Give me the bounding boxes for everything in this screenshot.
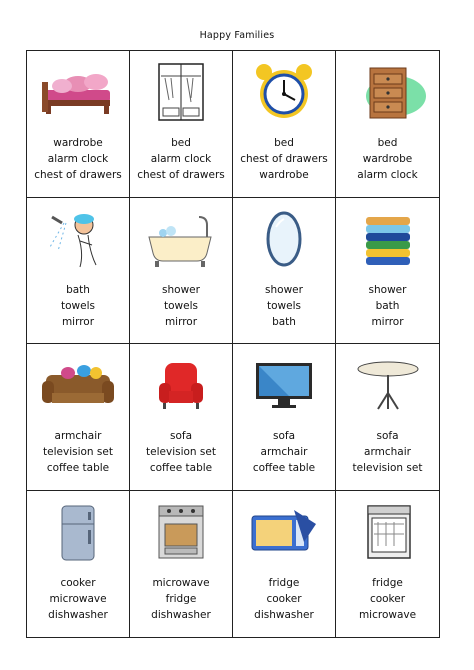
card-word-list	[27, 428, 129, 476]
chest-of-drawers-icon	[336, 59, 439, 125]
card-microwave	[233, 491, 336, 638]
card-word: coffee table	[149, 462, 213, 474]
card-word-list	[336, 135, 439, 183]
card-word-list	[336, 282, 439, 330]
card-word: coffee table	[252, 462, 316, 474]
card-word-list	[336, 428, 439, 476]
card-word: bed	[274, 137, 294, 149]
card-word: cooker	[266, 592, 302, 605]
card-word: alarm clock	[150, 153, 212, 165]
card-word: towels	[164, 299, 198, 312]
microwave-icon	[233, 499, 335, 565]
card-cooker	[130, 491, 233, 638]
card-word: fridge	[165, 592, 197, 605]
card-word: microwave	[152, 576, 210, 589]
dishwasher-icon	[336, 499, 439, 565]
page-title: Happy Families	[199, 30, 275, 41]
card-word: wardrobe	[362, 153, 413, 165]
coffee-table-icon	[336, 352, 439, 418]
card-word: chest of drawers	[137, 169, 225, 181]
card-word: towels	[61, 299, 95, 312]
card-word-list	[233, 575, 335, 623]
television-icon	[233, 352, 335, 418]
card-word: chest of drawers	[34, 169, 122, 181]
card-word: television set	[352, 462, 423, 474]
card-armchair	[130, 344, 233, 491]
card-word-list	[27, 135, 129, 183]
card-word: wardrobe	[53, 137, 103, 149]
card-wardrobe	[130, 51, 233, 198]
card-word-list	[27, 282, 129, 330]
cooker-icon	[130, 499, 232, 565]
card-word-list	[130, 575, 232, 623]
card-fridge	[27, 491, 130, 638]
card-word-list	[130, 428, 232, 476]
alarm-clock-icon	[233, 59, 335, 125]
fridge-icon	[27, 499, 129, 565]
card-word-list	[233, 428, 335, 476]
card-word: dishwasher	[48, 608, 108, 621]
card-word: coffee table	[46, 462, 110, 474]
card-word: armchair	[260, 446, 308, 458]
card-word: dishwasher	[254, 608, 314, 621]
card-word-list	[130, 282, 232, 330]
card-word: bed	[377, 137, 398, 149]
card-word: sofa	[376, 430, 399, 442]
card-chest-of-drawers	[336, 51, 439, 198]
bath-icon	[130, 206, 232, 272]
bed-icon	[27, 59, 129, 125]
card-word: bath	[272, 315, 296, 328]
armchair-icon	[130, 352, 232, 418]
shower-icon	[27, 206, 129, 272]
card-word-list	[233, 282, 335, 330]
card-shower	[27, 198, 130, 345]
card-coffee-table	[336, 344, 439, 491]
card-word-list	[233, 135, 335, 183]
card-word-list	[130, 135, 232, 183]
card-word: bed	[171, 137, 191, 149]
card-word: mirror	[371, 315, 404, 328]
card-word: sofa	[272, 430, 296, 442]
card-word: chest of drawers	[240, 153, 328, 165]
card-word: towels	[267, 299, 301, 312]
card-word: shower	[368, 283, 407, 296]
card-word: alarm clock	[357, 169, 418, 181]
card-word-list	[336, 575, 439, 623]
card-sofa	[27, 344, 130, 491]
card-word: fridge	[268, 576, 300, 589]
card-word: television set	[43, 446, 113, 458]
card-word: armchair	[364, 446, 411, 458]
card-word: microwave	[49, 592, 107, 605]
towels-icon	[336, 206, 439, 272]
card-word: mirror	[164, 315, 198, 328]
card-word: television set	[146, 446, 216, 458]
card-bed	[27, 51, 130, 198]
card-grid	[26, 50, 440, 638]
card-word: bath	[375, 299, 400, 312]
card-word: shower	[265, 283, 303, 296]
card-word: cooker	[369, 592, 406, 605]
card-mirror	[233, 198, 336, 345]
card-word: fridge	[372, 576, 403, 589]
card-word: wardrobe	[259, 169, 309, 181]
card-word: cooker	[60, 576, 96, 589]
card-towels	[336, 198, 439, 345]
card-word: mirror	[61, 315, 95, 328]
card-word-list	[27, 575, 129, 623]
card-word: alarm clock	[47, 153, 109, 165]
card-dishwasher	[336, 491, 439, 638]
wardrobe-icon	[130, 59, 232, 125]
card-bath	[130, 198, 233, 345]
sofa-icon	[27, 352, 129, 418]
card-word: sofa	[169, 430, 193, 442]
card-word: microwave	[358, 608, 417, 621]
card-word: armchair	[54, 430, 102, 442]
card-television-set	[233, 344, 336, 491]
mirror-icon	[233, 206, 335, 272]
card-word: shower	[162, 283, 200, 296]
card-word: bath	[66, 283, 90, 296]
card-word: dishwasher	[151, 608, 211, 621]
card-alarm-clock	[233, 51, 336, 198]
